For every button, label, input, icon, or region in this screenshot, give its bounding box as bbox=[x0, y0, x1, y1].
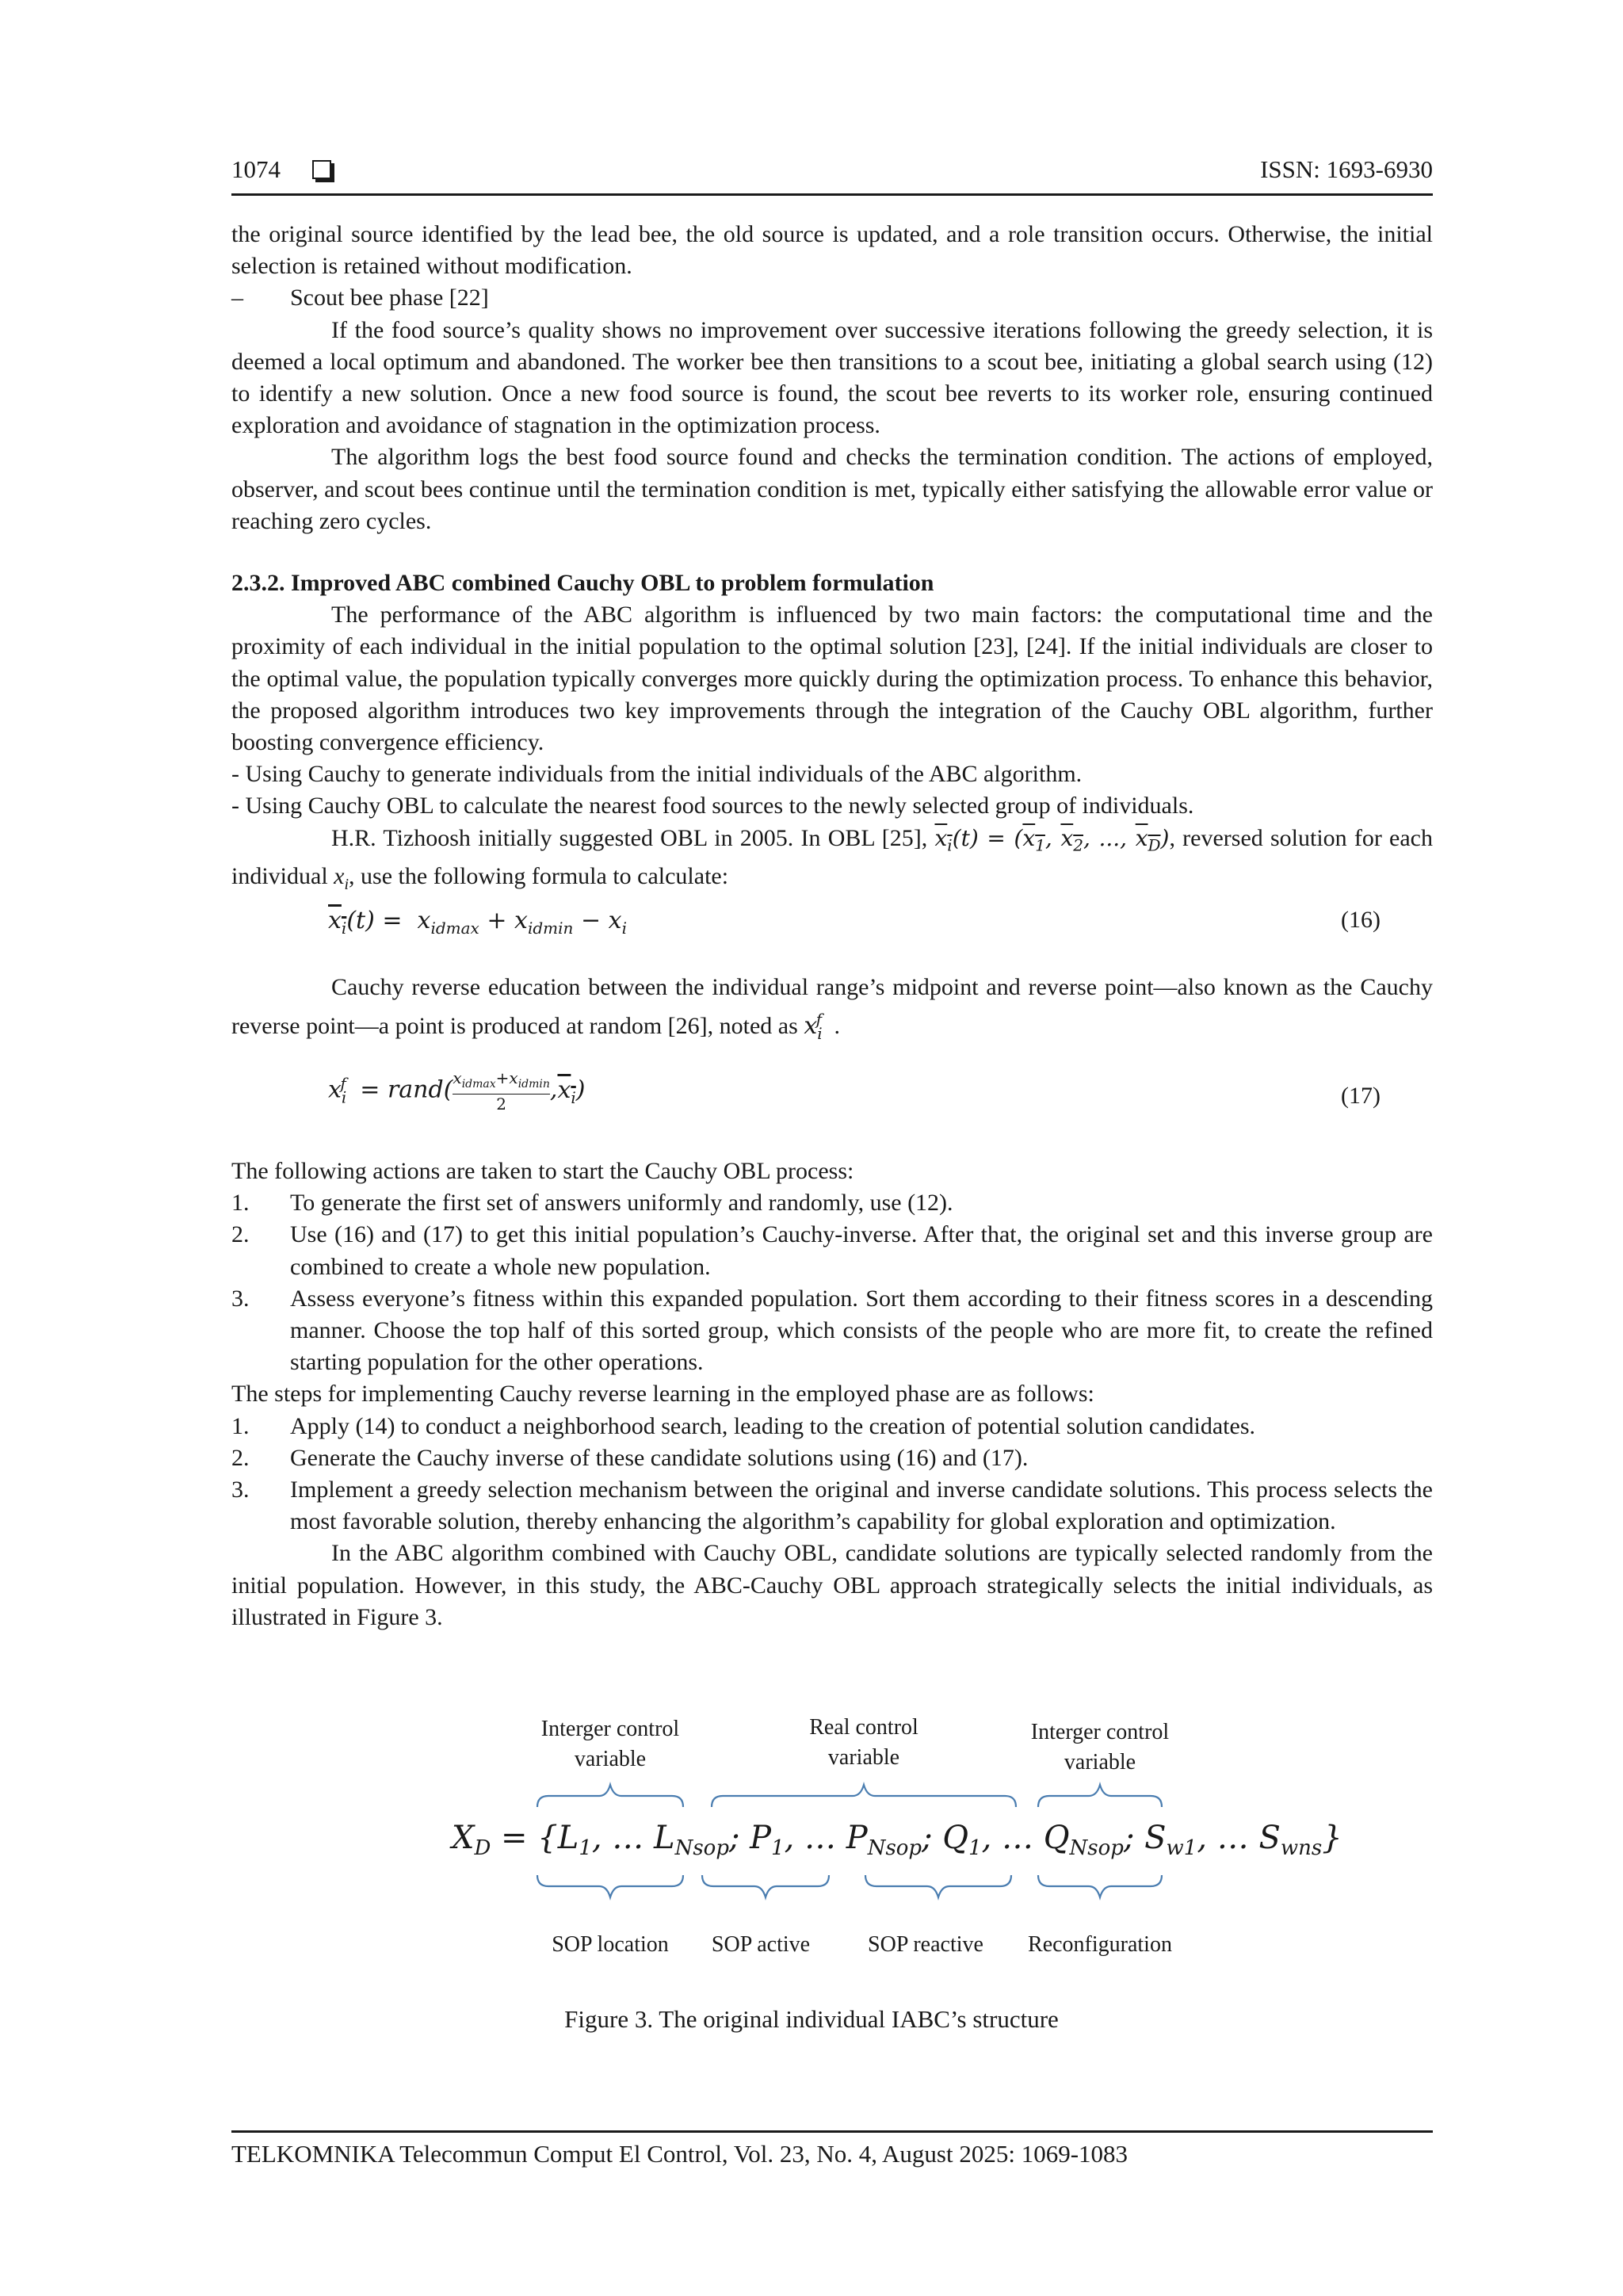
top-label-integer-2: Interger control bbox=[1030, 1720, 1170, 1744]
top-label-real: Real control bbox=[809, 1715, 918, 1740]
list-number: 1. bbox=[231, 1412, 250, 1439]
figure-3-diagram bbox=[428, 1704, 1342, 1973]
list-item bbox=[231, 1187, 1433, 1219]
list-item bbox=[231, 1219, 1433, 1282]
obl-vector-expression: $x_i(t) = (x_1$, $x_2$, ..., $x_D$) bbox=[934, 824, 1170, 855]
figure-caption: Figure 3. The original individual IABC’s structure bbox=[564, 2005, 1059, 2033]
paragraph-abc-cauchy: In the ABC algorithm combined with Cauchy OBL, candidate solutions are typically selected randomly from the initial population. However, in this study, the ABC-Cauchy OBL approach strategically selects the initial individuals, as illustrated in Figure 3. bbox=[231, 1540, 1433, 1630]
paragraph-employed-steps: The steps for implementing Cauchy reverse learning in the employed phase are as follows: bbox=[231, 1381, 1094, 1408]
brace-integer-2 bbox=[1038, 1785, 1162, 1807]
equation-16-number: (16) bbox=[1341, 907, 1381, 933]
body-block-3 bbox=[231, 972, 1433, 1049]
journal-issn: ISSN: 1693-6930 bbox=[1260, 155, 1433, 183]
list-number: 2. bbox=[231, 1221, 250, 1248]
body-block-4 bbox=[231, 1156, 1433, 1633]
bottom-label-reconfiguration: Reconfiguration bbox=[1028, 1932, 1172, 1957]
paragraph-cauchy-obl-start: The following actions are taken to start the Cauchy OBL process: bbox=[231, 1158, 854, 1184]
section-heading: 2.3.2. Improved ABC combined Cauchy OBL to problem formulation bbox=[231, 570, 934, 596]
brace-sop-location bbox=[537, 1875, 683, 1897]
brace-integer-1 bbox=[537, 1785, 683, 1807]
list-item bbox=[231, 1474, 1433, 1538]
page-header-left bbox=[231, 155, 331, 184]
top-label-integer-1: Interger control bbox=[540, 1717, 680, 1741]
equation-17: $x_i^f$ = rand( $x_{idmax}+x_{idmin}$ 2 $,x_i$) bbox=[328, 1068, 586, 1114]
brace-sop-active bbox=[702, 1875, 829, 1897]
footer-rule bbox=[231, 2130, 1433, 2133]
header-rule bbox=[231, 193, 1433, 196]
paragraph-performance: The performance of the ABC algorithm is influenced by two main factors: the computational time and the proximity of each individual in the initial population to the optimal solution [23], [24]. If the initial individuals are closer to the optimal value, the population typically converges more quickly during the optimization process. To enhance this behavior, the proposed algorithm introduces two key improvements through the integration of the Cauchy OBL algorithm, further boosting convergence efficiency. bbox=[231, 602, 1433, 756]
checkbox-square-icon bbox=[312, 160, 331, 179]
scout-bee-label: Scout bee phase [22] bbox=[290, 285, 489, 311]
paragraph-cauchy-reverse: Cauchy reverse education between the individual range’s midpoint and reverse point—also known as the Cauchy reverse point—a point is produced at random [26], noted as $x_i^f$ . bbox=[231, 974, 1433, 1044]
list-number: 3. bbox=[231, 1477, 250, 1503]
list-number: 1. bbox=[231, 1190, 250, 1217]
brace-reconfiguration bbox=[1038, 1875, 1162, 1897]
journal-footer: TELKOMNIKA Telecommun Comput El Control, Vol. 23, No. 4, August 2025: 1069-1083 bbox=[231, 2140, 1128, 2168]
bottom-label-sop-location: SOP location bbox=[552, 1932, 669, 1957]
list-text: Implement a greedy selection mechanism between the original and inverse candidate solutions. This process selects the most favorable solution, thereby enhancing the algorithm’s capability for global exploration and optimization. bbox=[290, 1477, 1433, 1535]
page-number: 1074 bbox=[231, 155, 281, 183]
list-dash: – bbox=[231, 285, 243, 311]
paragraph-lead-bee: the original source identified by the lead bee, the old source is updated, and a role transition occurs. Otherwise, the initial selection is retained without modification. bbox=[231, 221, 1433, 280]
bullet-cauchy-generate: - Using Cauchy to generate individuals from the initial individuals of the ABC algorithm. bbox=[231, 761, 1083, 788]
top-label-real-sub: variable bbox=[827, 1745, 900, 1770]
paragraph-termination: The algorithm logs the best food source found and checks the termination condition. The actions of employed, observer, and scout bees continue until the termination condition is met, typically either satisfying the allowable error value or reaching zero cycles. bbox=[231, 444, 1433, 534]
paragraph-scout-phase: If the food source’s quality shows no improvement over successive iterations following the greedy selection, it is deemed a local optimum and abandoned. The worker bee then transitions to a scout bee, initiating a global search using (12) to identify a new solution. Once a new food source is found, the scout bee reverts to its worker role, ensuring continued exploration and avoidance of stagnation in the optimization process. bbox=[231, 316, 1433, 439]
bottom-label-sop-active: SOP active bbox=[711, 1932, 811, 1957]
individual-vector-expression: $X_D = \{L_1$, … $L_{Nsop}$; $P_1$, … $P_{Nsop}$; $Q_1$, … $Q_{Nsop}$; $S_{w1}$, … $S_{wns}$} bbox=[452, 1820, 1342, 1860]
top-label-integer-2-sub: variable bbox=[1064, 1750, 1136, 1775]
list-text: Generate the Cauchy inverse of these candidate solutions using (16) and (17). bbox=[290, 1444, 1029, 1471]
list-item bbox=[231, 1411, 1433, 1442]
obl-reversed-text: , reversed solution for each individual bbox=[231, 824, 1433, 890]
list-number: 3. bbox=[231, 1285, 250, 1312]
list-text: Apply (14) to conduct a neighborhood search, leading to the creation of potential solution candidates. bbox=[290, 1412, 1255, 1439]
list-text: Assess everyone’s fitness within this expanded population. Sort them according to their fitness scores in a descending manner. Choose the top half of this sorted group, which consists of the people who are more fit, to create the refined starting population for the other operations. bbox=[290, 1285, 1433, 1376]
equation-16: $x_i(t) = x_{idmax} + x_{idmin} - x_i$ bbox=[328, 907, 627, 938]
equation-17-number: (17) bbox=[1341, 1083, 1381, 1109]
paragraph-obl-intro: H.R. Tizhoosh initially suggested OBL in 2005. In OBL [25], $x_i(t) = (x_1$, $x_2$, ..., $x_D$), reversed solution for each individual $x_i$, use the following formula to calculate: bbox=[231, 824, 1433, 894]
body-block-2 bbox=[231, 567, 1433, 901]
top-label-integer-1-sub: variable bbox=[574, 1747, 647, 1771]
brace-real bbox=[712, 1785, 1016, 1807]
top-braces bbox=[537, 1785, 1162, 1807]
brace-sop-reactive bbox=[865, 1875, 1011, 1897]
scout-bee-item bbox=[231, 282, 1433, 314]
list-item bbox=[231, 1283, 1433, 1379]
cauchy-reverse-text: Cauchy reverse education between the individual range’s midpoint and reverse point—also known as the Cauchy reverse point—a point is produced at random [26], noted as bbox=[231, 974, 1433, 1040]
bottom-label-sop-reactive: SOP reactive bbox=[868, 1932, 983, 1957]
list-item bbox=[231, 1442, 1433, 1474]
bottom-braces bbox=[537, 1875, 1162, 1897]
list-number: 2. bbox=[231, 1444, 250, 1471]
body-block-1 bbox=[231, 219, 1433, 537]
list-text: To generate the first set of answers uniformly and randomly, use (12). bbox=[290, 1190, 953, 1217]
bullet-cauchy-obl: - Using Cauchy OBL to calculate the nearest food sources to the newly selected group of individuals. bbox=[231, 793, 1194, 819]
list-text: Use (16) and (17) to get this initial population’s Cauchy-inverse. After that, the original set and this inverse group are combined to create a whole new population. bbox=[290, 1221, 1433, 1280]
obl-formula-text: , use the following formula to calculate: bbox=[349, 863, 729, 890]
obl-intro-text: H.R. Tizhoosh initially suggested OBL in 2005. In OBL [25], bbox=[331, 824, 928, 851]
